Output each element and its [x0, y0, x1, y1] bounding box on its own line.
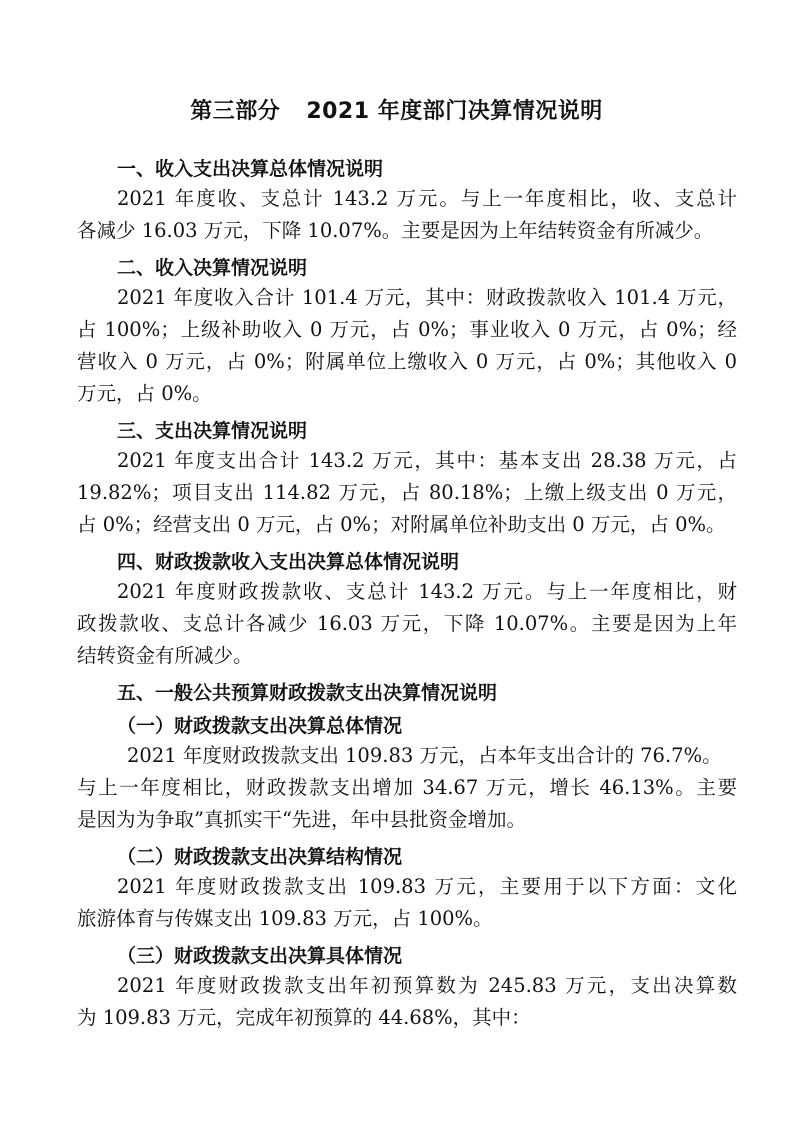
subsection-1-line-3: 是因为为争取”真抓实干“先进，年中县批资金增加。 — [77, 808, 526, 831]
section-3-line-1: 2021 年度支出合计 143.2 万元，其中：基本支出 28.38 万元，占 — [117, 449, 737, 472]
section-3-line-3: 占 0%；经营支出 0 万元，占 0%；对附属单位补助支出 0 万元，占 0%。 — [77, 513, 726, 536]
title-text: 2021 年度部门决算情况说明 — [306, 99, 603, 124]
page-title — [0, 94, 793, 125]
section-2-line-3: 营收入 0 万元，占 0%；附属单位上缴收入 0 万元，占 0%；其他收入 0 — [77, 350, 737, 373]
section-2-line-2: 占 100%；上级补助收入 0 万元，占 0%；事业收入 0 万元，占 0%；经 — [77, 318, 737, 341]
section-1-heading: 一、收入支出决算总体情况说明 — [117, 158, 384, 180]
subsection-3-line-1: 2021 年度财政拨款支出年初预算数为 245.83 万元，支出决算数 — [117, 974, 737, 997]
section-1-line-1: 2021 年度收、支总计 143.2 万元。与上一年度相比，收、支总计 — [117, 187, 737, 210]
section-2-heading: 二、收入决算情况说明 — [117, 257, 308, 279]
section-3-line-2: 19.82%；项目支出 114.82 万元，占 80.18%；上缴上级支出 0 万元， — [77, 481, 737, 504]
section-4-line-3: 结转资金有所减少。 — [77, 644, 253, 667]
subsection-2-line-1: 2021 年度财政拨款支出 109.83 万元，主要用于以下方面：文化 — [117, 875, 737, 898]
subsection-3-heading: （三）财政拨款支出决算具体情况 — [117, 945, 403, 967]
subsection-3-line-2: 为 109.83 万元，完成年初预算的 44.68%，其中： — [77, 1006, 531, 1029]
section-4-heading: 四、财政拨款收入支出决算总体情况说明 — [117, 551, 460, 573]
subsection-2-heading: （二）财政拨款支出决算结构情况 — [117, 846, 403, 868]
subsection-1-line-1: 2021 年度财政拨款支出 109.83 万元，占本年支出合计的 76.7%。 — [127, 744, 722, 767]
section-3-heading: 三、支出决算情况说明 — [117, 420, 308, 442]
subsection-1-heading: （一）财政拨款支出决算总体情况 — [117, 715, 403, 737]
section-5-heading: 五、一般公共预算财政拨款支出决算情况说明 — [117, 682, 498, 704]
section-4-line-2: 政拨款收、支总计各减少 16.03 万元，下降 10.07%。主要是因为上年 — [77, 612, 737, 635]
section-4-line-1: 2021 年度财政拨款收、支总计 143.2 万元。与上一年度相比，财 — [117, 580, 737, 603]
subsection-2-line-2: 旅游体育与传媒支出 109.83 万元，占 100%。 — [77, 907, 493, 930]
title-part: 第三部分 — [190, 99, 281, 124]
section-2-line-1: 2021 年度收入合计 101.4 万元，其中：财政拨款收入 101.4 万元， — [117, 286, 737, 309]
section-2-line-4: 万元，占 0%。 — [77, 382, 212, 405]
section-1-line-2: 各减少 16.03 万元，下降 10.07%。主要是因为上年结转资金有所减少。 — [77, 219, 714, 242]
subsection-1-line-2: 与上一年度相比，财政拨款支出增加 34.67 万元，增长 46.13%。主要 — [77, 776, 737, 799]
